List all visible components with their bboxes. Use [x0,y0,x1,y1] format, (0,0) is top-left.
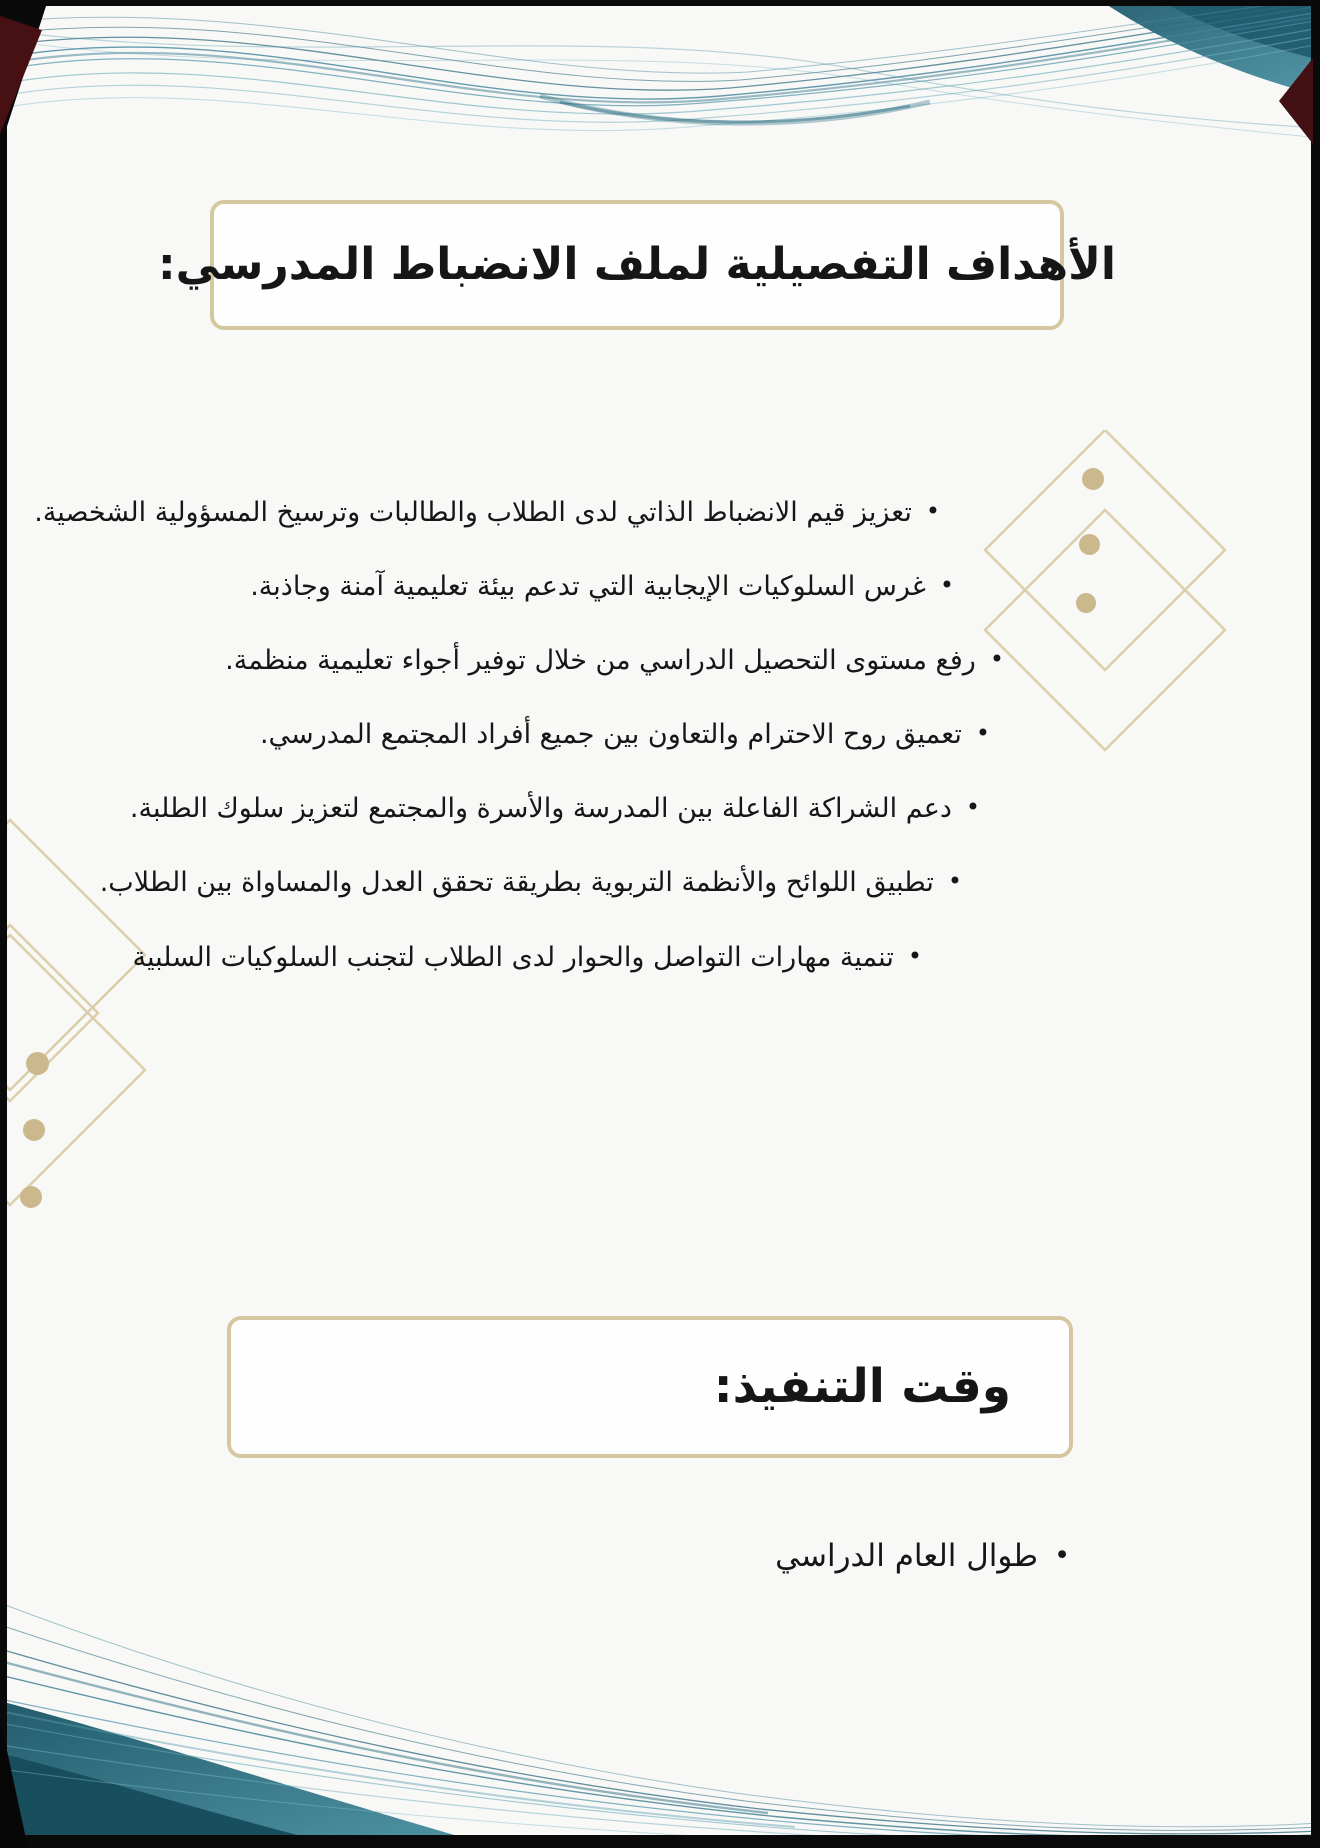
frame-edge-left [0,0,7,1848]
gold-dot-icon [1079,534,1100,555]
objective-text: تعميق روح الاحترام والتعاون بين جميع أفراد المجتمع المدرسي. [259,719,962,751]
list-item [470,1536,1070,1576]
time-list [470,1536,1070,1576]
top-wave-decoration-icon [0,0,1320,165]
list-item [99,865,962,900]
time-title-box [227,1316,1073,1458]
objective-text: غرس السلوكيات الإيجابية التي تدعم بيئة تعليمية آمنة وجاذبة. [250,571,926,603]
objectives-list [34,495,1012,1014]
bullet-dot-icon: • [947,867,962,896]
bottom-wave-decoration-icon [0,1583,1320,1848]
objective-text: تنمية مهارات التواصل والحوار لدى الطلاب لتجنب السلوكيات السلبية [132,941,894,973]
list-item [34,495,940,530]
bullet-dot-icon: • [965,793,980,822]
objective-text: دعم الشراكة الفاعلة بين المدرسة والأسرة والمجتمع لتعزيز سلوك الطلبة. [129,793,952,825]
objectives-title: الأهداف التفصيلية لملف الانضباط المدرسي: [158,238,1116,290]
frame-edge-top [0,0,1320,6]
bullet-dot-icon: • [939,571,954,600]
corner-wedge-bottom-left [0,1718,28,1848]
objective-text: تطبيق اللوائح والأنظمة التربوية بطريقة تحقق العدل والمساواة بين الطلاب. [99,867,934,899]
gold-dot-icon [1076,593,1096,613]
objective-text: رفع مستوى التحصيل الدراسي من خلال توفير أجواء تعليمية منظمة. [225,645,976,677]
time-title: وقت التنفيذ: [713,1359,1011,1415]
maroon-corner-top-left [0,16,42,134]
gold-dot-icon [1082,468,1104,490]
objective-text: تعزيز قيم الانضباط الذاتي لدى الطلاب والطالبات وترسيخ المسؤولية الشخصية. [34,497,912,528]
list-item [167,569,954,604]
list-item [129,791,980,826]
list-item [132,940,922,975]
time-text: طوال العام الدراسي [775,1538,1039,1574]
right-diamond-decoration-icon [980,430,1320,810]
gold-dot-icon [26,1052,49,1075]
bullet-dot-icon: • [975,719,990,748]
frame-edge-right [1311,0,1320,1848]
gold-dot-icon [20,1186,42,1208]
bullet-dot-icon: • [925,497,940,525]
bullet-dot-icon: • [907,941,922,970]
bullet-dot-icon: • [1054,1540,1070,1571]
bullet-dot-icon: • [989,645,1004,674]
frame-edge-bottom [0,1835,1320,1848]
maroon-corner-right [1279,58,1313,144]
gold-dot-icon [23,1119,45,1141]
objectives-title-box [158,200,1116,330]
list-item [167,643,1004,678]
list-item [167,717,990,752]
